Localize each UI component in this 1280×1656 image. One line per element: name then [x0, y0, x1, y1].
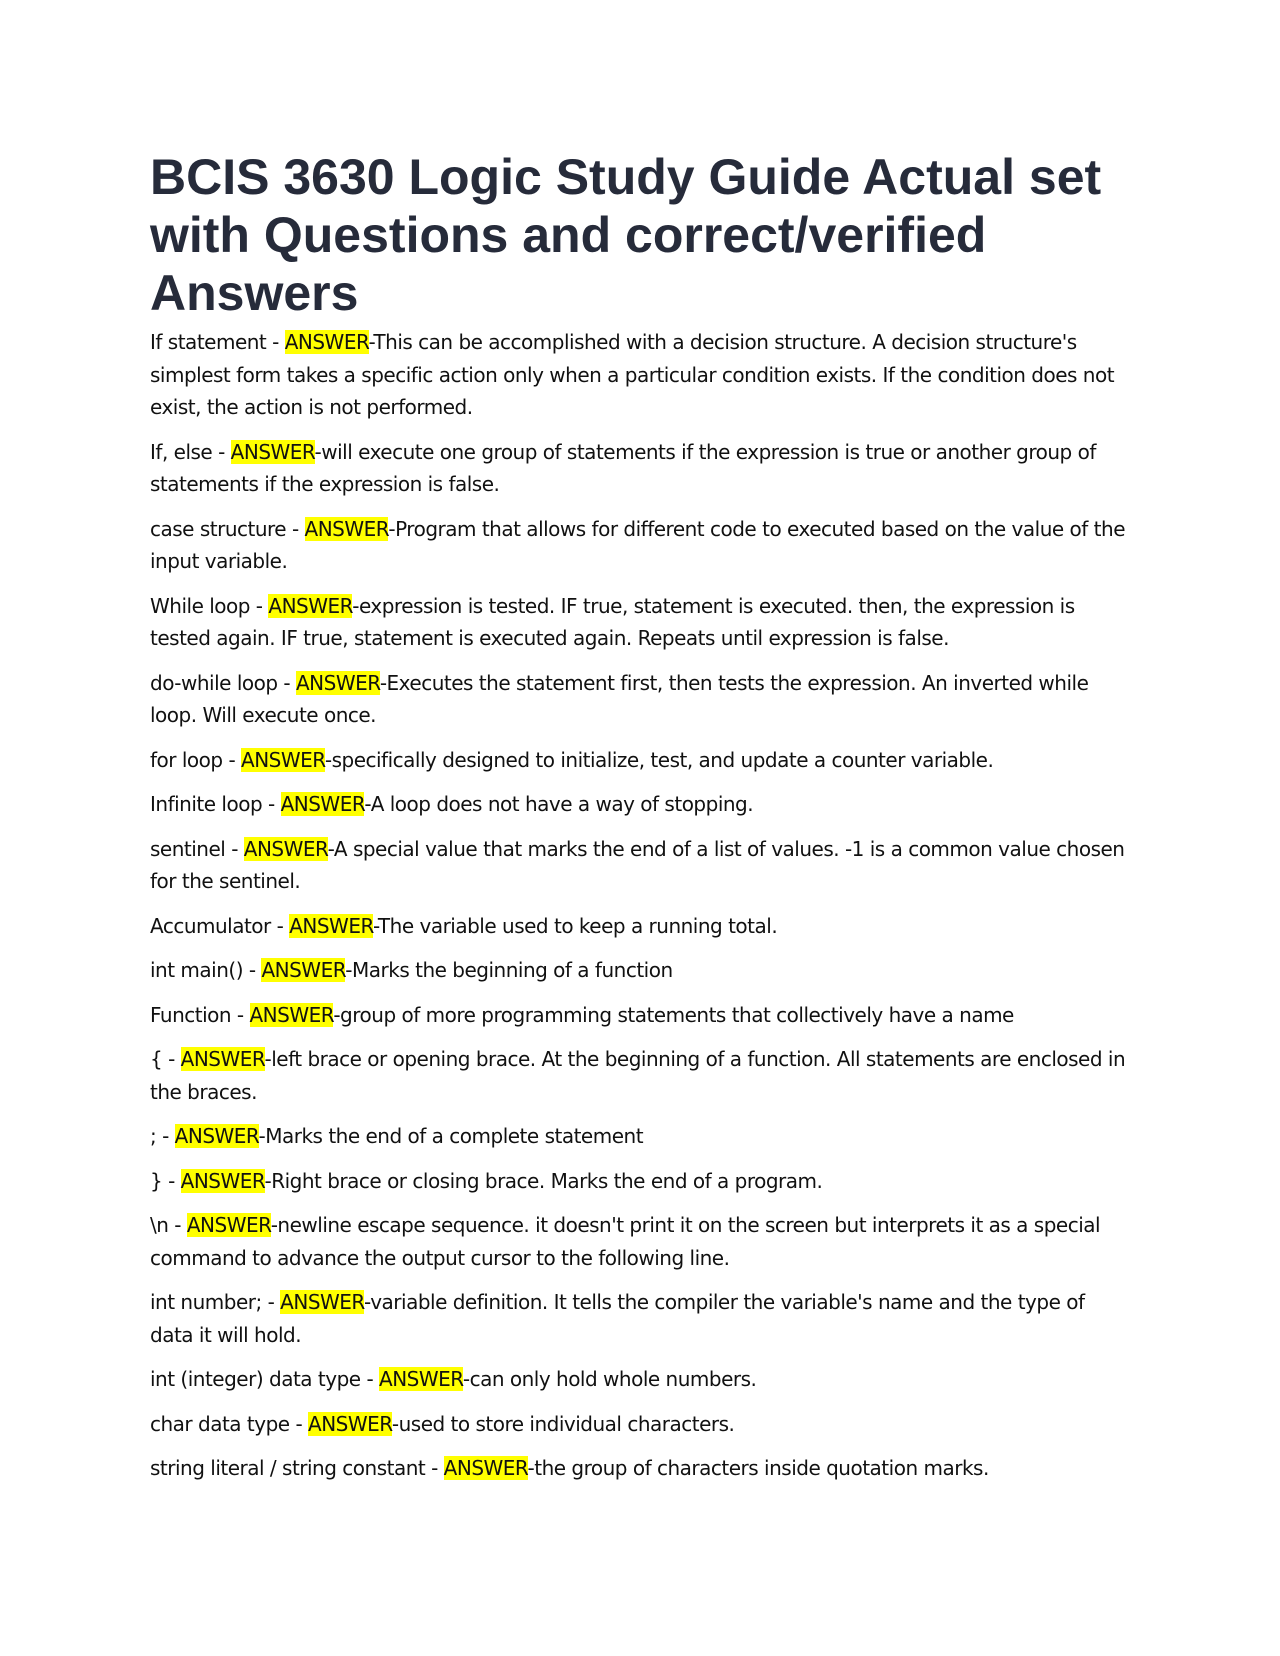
entry-term: case structure -: [150, 516, 305, 541]
document-page: [150, 148, 1130, 1497]
entry-term: } -: [150, 1168, 181, 1193]
entry-definition: -used to store individual characters.: [391, 1411, 735, 1436]
entry-definition: -can only hold whole numbers.: [462, 1367, 757, 1391]
qa-entry: [150, 326, 1130, 424]
answer-highlight-label: ANSWER: [241, 747, 325, 772]
entry-term: While loop -: [150, 593, 269, 618]
entry-definition: -expression is tested. IF true, statement is executed. then, the expression is tested again. IF true, statement is executed again. Repeats until expression is false.: [150, 593, 1075, 650]
qa-list: [150, 326, 1130, 1485]
entry-definition: -Executes the statement first, then tests the expression. An inverted while loop. Will execute once.: [150, 670, 1089, 727]
entry-term: int (integer) data type -: [150, 1367, 380, 1391]
answer-highlight-label: ANSWER: [249, 1002, 334, 1027]
entry-term: for loop -: [150, 747, 242, 772]
entry-definition: -Program that allows for different code to executed based on the value of the input variable.: [150, 516, 1126, 573]
entry-definition: -This can be accomplished with a decision structure. A decision structure's simplest form takes a specific action only when a particular condition exists. If the condition does not exist, the action is not performed.: [150, 330, 1115, 419]
qa-entry: [150, 1165, 1130, 1198]
entry-term: do-while loop -: [150, 670, 296, 695]
answer-highlight-label: ANSWER: [180, 1047, 265, 1071]
qa-entry: [150, 910, 1130, 943]
answer-highlight-label: ANSWER: [295, 670, 380, 695]
entry-term: Accumulator -: [150, 913, 290, 938]
qa-entry: [150, 744, 1130, 777]
answer-highlight-label: ANSWER: [284, 330, 369, 354]
entry-term: sentinel -: [150, 836, 244, 861]
entry-definition: -A loop does not have a way of stopping.: [364, 792, 754, 816]
entry-definition: -left brace or opening brace. At the beginning of a function. All statements are enclosed in the braces.: [150, 1047, 1126, 1104]
qa-entry: [150, 1452, 1130, 1485]
qa-entry: [150, 513, 1130, 578]
entry-definition: -group of more programming statements that collectively have a name: [333, 1002, 1014, 1027]
entry-term: ; -: [150, 1124, 175, 1148]
answer-highlight-label: ANSWER: [186, 1213, 271, 1237]
answer-highlight-label: ANSWER: [308, 1411, 392, 1436]
answer-highlight-label: ANSWER: [280, 792, 365, 816]
answer-highlight-label: ANSWER: [261, 958, 346, 982]
qa-entry: [150, 788, 1130, 821]
entry-term: { -: [150, 1047, 181, 1071]
entry-term: If, else -: [150, 439, 231, 464]
entry-term: \n -: [150, 1213, 187, 1237]
document-title: BCIS 3630 Logic Study Guide Actual set with Questions and correct/verified Answers: [150, 149, 1102, 321]
qa-entry: [150, 999, 1130, 1032]
entry-definition: -will execute one group of statements if the expression is true or another group of statements if the expression is false.: [150, 439, 1096, 496]
entry-term: Infinite loop -: [150, 792, 281, 816]
entry-definition: -The variable used to keep a running total.: [373, 913, 778, 938]
qa-entry: [150, 1120, 1130, 1153]
answer-highlight-label: ANSWER: [443, 1456, 528, 1480]
answer-highlight-label: ANSWER: [289, 913, 374, 938]
entry-definition: -Marks the beginning of a function: [345, 958, 673, 982]
entry-definition: -newline escape sequence. it doesn't print it on the screen but interprets it as a special command to advance the output cursor to the following line.: [150, 1213, 1101, 1270]
answer-highlight-label: ANSWER: [304, 516, 389, 541]
answer-highlight-label: ANSWER: [243, 836, 328, 861]
entry-term: string literal / string constant -: [150, 1456, 444, 1480]
answer-highlight-label: ANSWER: [174, 1124, 259, 1148]
qa-entry: [150, 1286, 1130, 1351]
answer-highlight-label: ANSWER: [230, 439, 315, 464]
qa-entry: [150, 1209, 1130, 1274]
entry-term: int number; -: [150, 1290, 281, 1314]
qa-entry: [150, 1043, 1130, 1108]
entry-term: Function -: [150, 1002, 250, 1027]
entry-definition: -variable definition. It tells the compiler the variable's name and the type of data it will hold.: [150, 1290, 1085, 1347]
entry-definition: -Right brace or closing brace. Marks the end of a program.: [264, 1168, 823, 1193]
answer-highlight-label: ANSWER: [379, 1367, 463, 1391]
qa-entry: [150, 833, 1130, 898]
qa-entry: [150, 667, 1130, 732]
entry-definition: -Marks the end of a complete statement: [258, 1124, 644, 1148]
qa-entry: [150, 436, 1130, 501]
entry-definition: -specifically designed to initialize, test, and update a counter variable.: [324, 747, 994, 772]
entry-term: int main() -: [150, 958, 262, 982]
qa-entry: [150, 954, 1130, 987]
qa-entry: [150, 590, 1130, 655]
entry-definition: -the group of characters inside quotation marks.: [527, 1456, 989, 1480]
entry-definition: -A special value that marks the end of a list of values. -1 is a common value chosen for the sentinel.: [150, 836, 1125, 893]
answer-highlight-label: ANSWER: [180, 1168, 265, 1193]
qa-entry: [150, 1408, 1130, 1441]
answer-highlight-label: ANSWER: [268, 593, 353, 618]
qa-entry: [150, 1363, 1130, 1396]
answer-highlight-label: ANSWER: [280, 1290, 365, 1314]
entry-term: char data type -: [150, 1411, 309, 1436]
entry-term: If statement -: [150, 330, 285, 354]
